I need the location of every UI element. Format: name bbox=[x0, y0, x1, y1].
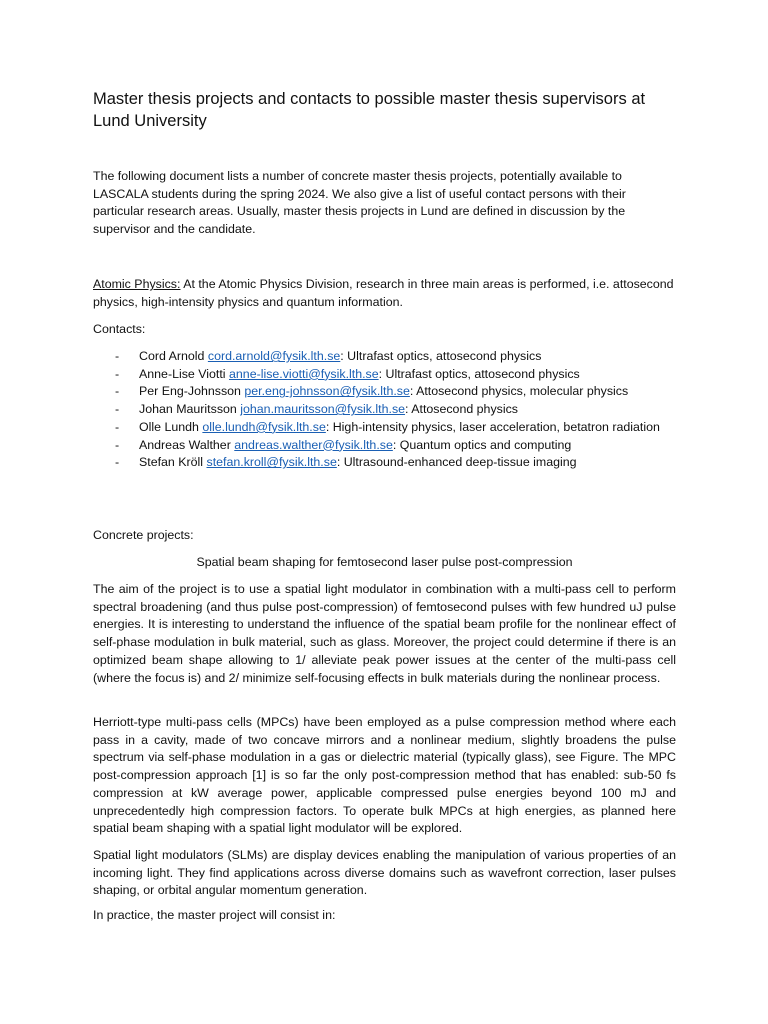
contact-email-link[interactable]: anne-lise.viotti@fysik.lth.se bbox=[229, 366, 379, 381]
project-paragraph-2: Herriott-type multi-pass cells (MPCs) have been employed as a pulse compression method where each pass in a cavity, made of two concave mirrors and a nonlinear medium, slightly broadens the pulse spectrum via self-phase modulation in a gas or dielectric material (typically glass), see Figure. The MPC post-compression approach [1] is so far the only post-compression method that has enabled: sub-50 fs compression at kW average power, applicable compressed pulse energies beyond 100 mJ and unprecedentedly high compression factors. To operate bulk MPCs at high energies, as planned here spatial beam shaping with a spatial light modulator will be explored. bbox=[93, 715, 676, 836]
contact-item bbox=[93, 454, 676, 472]
contact-area: : Ultrasound-enhanced deep-tissue imaging bbox=[336, 455, 577, 470]
atomic-physics-paragraph bbox=[93, 276, 676, 311]
contact-area: : Attosecond physics, molecular physics bbox=[409, 384, 629, 399]
contact-email-link[interactable]: johan.mauritsson@fysik.lth.se bbox=[240, 402, 406, 417]
list-bullet: - bbox=[115, 455, 120, 470]
intro-paragraph: The following document lists a number of concrete master thesis projects, potentially available to LASCALA students during the spring 2024. We also give a list of useful contact persons with their particular research areas. Usually, master thesis projects in Lund are defined in discussion by the supervisor and the candidate. bbox=[93, 169, 626, 237]
list-bullet: - bbox=[115, 384, 120, 399]
list-bullet: - bbox=[115, 349, 120, 363]
contact-name: Per Eng-Johnsson bbox=[139, 384, 245, 399]
contact-area: : Quantum optics and computing bbox=[392, 437, 572, 452]
contact-email-link[interactable]: olle.lundh@fysik.lth.se bbox=[202, 419, 326, 434]
contact-item bbox=[93, 366, 676, 384]
project-paragraph-3: Spatial light modulators (SLMs) are display devices enabling the manipulation of various properties of an incoming light. They find applications across diverse domains such as wavefront correction, laser pulses shaping, or orbital angular momentum generation. bbox=[93, 848, 676, 898]
contact-area: : High-intensity physics, laser acceleration, betatron radiation bbox=[325, 419, 660, 434]
contact-name: Stefan Kröll bbox=[139, 455, 207, 470]
contact-item bbox=[93, 437, 676, 455]
projects-label: Concrete projects: bbox=[93, 528, 194, 542]
contact-email-link[interactable]: cord.arnold@fysik.lth.se bbox=[207, 349, 341, 363]
list-bullet: - bbox=[115, 419, 120, 434]
project-paragraph-1: The aim of the project is to use a spatial light modulator in combination with a multi-pass cell to perform spectral broadening (and thus pulse post-compression) of femtosecond pulses with few hundred uJ pulse energies. It is interesting to understand the influence of the spatial beam profile for the nonlinear effect of self-phase modulation in bulk material, such as glass. Moreover, the project could determine if there is an optimized beam shape allowing to 1/ alleviate peak power issues at the center of the multi-pass cell (where the focus is) and 2/ minimize self-focusing effects in bulk materials during the nonlinear process. bbox=[93, 582, 676, 685]
document-title: Master thesis projects and contacts to possible master thesis supervisors at Lund University bbox=[93, 90, 646, 130]
list-bullet: - bbox=[115, 437, 120, 452]
contact-item bbox=[93, 383, 676, 401]
atomic-physics-text: At the Atomic Physics Division, research in three main areas is performed, i.e. attosecond physics, high-intensity physics and quantum information. bbox=[93, 277, 674, 309]
contact-item bbox=[93, 419, 676, 437]
list-bullet: - bbox=[115, 366, 120, 381]
contact-name: Andreas Walther bbox=[139, 437, 235, 452]
contact-area: : Ultrafast optics, attosecond physics bbox=[378, 366, 580, 381]
atomic-physics-heading: Atomic Physics: bbox=[93, 277, 181, 291]
list-bullet: - bbox=[115, 402, 120, 417]
project-title: Spatial beam shaping for femtosecond laser pulse post-compression bbox=[196, 555, 573, 569]
contacts-label: Contacts: bbox=[93, 322, 146, 336]
contact-area: : Attosecond physics bbox=[405, 402, 518, 417]
contact-area: : Ultrafast optics, attosecond physics bbox=[340, 349, 542, 363]
contact-email-link[interactable]: andreas.walther@fysik.lth.se bbox=[234, 437, 393, 452]
contact-name: Johan Mauritsson bbox=[139, 402, 241, 417]
contact-name: Cord Arnold bbox=[139, 349, 208, 363]
contact-item bbox=[93, 348, 676, 366]
project-paragraph-4: In practice, the master project will consist in: bbox=[93, 908, 336, 922]
contact-email-link[interactable]: stefan.kroll@fysik.lth.se bbox=[206, 455, 337, 470]
contact-item bbox=[93, 401, 676, 419]
contact-email-link[interactable]: per.eng-johnsson@fysik.lth.se bbox=[244, 384, 410, 399]
contacts-list bbox=[93, 348, 676, 472]
contact-name: Anne-Lise Viotti bbox=[139, 366, 230, 381]
contact-name: Olle Lundh bbox=[139, 419, 203, 434]
